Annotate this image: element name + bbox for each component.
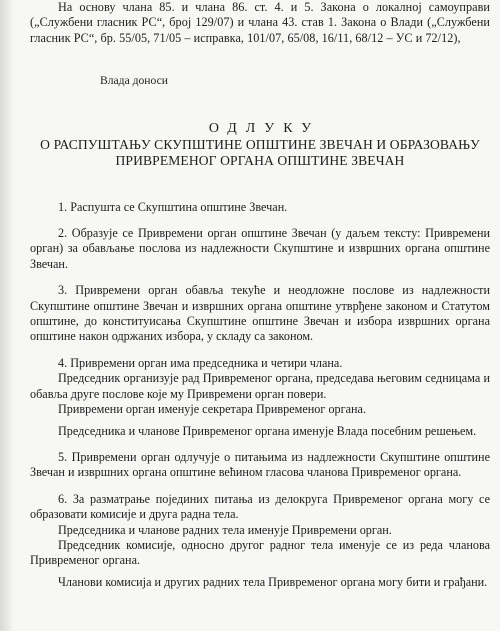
decision-title-block bbox=[30, 120, 490, 170]
article-6-paragraph-3: Председник комисије, односно другог радног тела именује се из реда чланова Привременог органа. bbox=[30, 537, 490, 568]
article-6: 6. За разматрање појединих питања из делокруга Привременог органа могу се образовати комисије и друга радна тела. bbox=[30, 491, 490, 522]
issuer-line: Влада доноси bbox=[100, 74, 168, 88]
decision-subtitle-line-2: ПРИВРЕМЕНОГ ОРГАНА ОПШТИНЕ ЗВЕЧАН bbox=[115, 153, 405, 169]
article-1: 1. Распушта се Скупштина општине Звечан. bbox=[58, 199, 288, 214]
article-4-paragraph-2: Председник организује рад Привременог органа, председава његовим седницама и обавља друге послове које му Привремени орган повери. bbox=[30, 371, 490, 401]
decision-subtitle-line-1: О РАСПУШТАЊУ СКУПШТИНЕ ОПШТИНЕ ЗВЕЧАН И ОБРАЗОВАЊУ bbox=[40, 136, 480, 152]
article-4-paragraph-3: Привремени орган именује секретара Привременог органа. bbox=[58, 402, 367, 417]
scan-shadow bbox=[0, 0, 14, 631]
article-6-paragraph-4: Чланови комисија и других радних тела Привременог органа могу бити и грађани. bbox=[58, 574, 488, 589]
article-3: 3. Привремени орган обавља текуће и неодложне послове из надлежности Скупштине општине Звечан и извршних органа општине утврђене законом и Статутом општине, до конституисања Скупштине општине Звечан и избора извршних органа општине након одржаних избора, у складу са законом. bbox=[30, 283, 490, 344]
article-4: 4. Привремени орган има председника и четири члана. bbox=[58, 355, 343, 370]
article-4-paragraph-4: Председника и чланове Привременог органа именује Влада посебним решењем. bbox=[58, 423, 477, 438]
article-5: 5. Привремени орган одлучује о питањима из надлежности Скупштине општине Звечан и извршних органа општине већином гласова чланова Привременог органа. bbox=[30, 449, 490, 480]
legal-basis-paragraph: На основу члана 85. и члана 86. ст. 4. и 5. Закона о локалној самоуправи („Службени гласник РС“, број 129/07) и члана 43. став 1. Закона о Влади („Службени гласник РС“, бр. 55/05, 71/05 – исправка, 101/07, 65/08, 16/11, 68/12 – УС и 72/12), bbox=[30, 0, 490, 45]
decision-title: ОДЛУКУ bbox=[208, 120, 321, 136]
article-2: 2. Образује се Привремени орган општине Звечан (у даљем тексту: Привремени орган) за обављање послова из надлежности Скупштине и извршних органа општине Звечан. bbox=[30, 226, 490, 271]
article-6-paragraph-2: Председника и чланове радних тела именује Привремени орган. bbox=[58, 522, 392, 537]
